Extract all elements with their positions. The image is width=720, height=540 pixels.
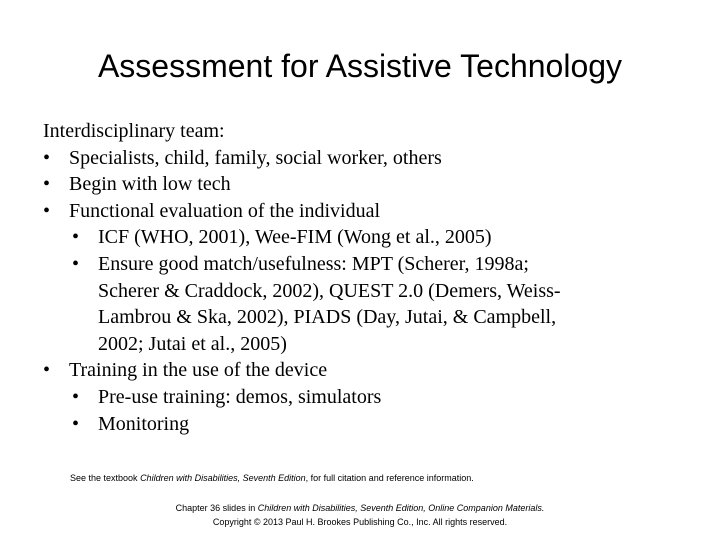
copyright-line: Copyright © 2013 Paul H. Brookes Publishing Co., Inc. All rights reserved. xyxy=(212,516,508,527)
sub-list-item xyxy=(43,384,703,411)
slide-title: Assessment for Assistive Technology xyxy=(97,48,623,84)
credits-line xyxy=(0,502,720,516)
sub-list-item-text: Monitoring xyxy=(98,412,190,435)
sub-list-item-text: Pre-use training: demos, simulators xyxy=(98,385,382,408)
bullet-icon: • xyxy=(72,385,80,408)
list-item-text: Functional evaluation of the individual xyxy=(69,199,381,222)
footnote-prefix: See the textbook xyxy=(70,473,141,483)
intro-line: Interdisciplinary team: xyxy=(43,120,225,142)
sub-list-item xyxy=(43,411,703,438)
sub-list-item-text: ICF (WHO, 2001), Wee-FIM (Wong et al., 2005) xyxy=(98,226,492,249)
bullet-icon: • xyxy=(43,146,51,169)
bullet-icon: • xyxy=(72,226,80,249)
sub-list-item-continuation: Lambrou & Ska, 2002), PIADS (Day, Jutai, & Campbell, xyxy=(98,306,557,329)
bullet-icon: • xyxy=(72,412,80,435)
bullet-icon: • xyxy=(43,199,51,222)
bullet-icon: • xyxy=(43,173,51,196)
bullet-icon: • xyxy=(72,252,80,275)
bullet-icon: • xyxy=(43,359,51,382)
sub-list-item xyxy=(43,251,703,278)
footnote-book-title: Children with Disabilities, Seventh Edition xyxy=(140,473,306,483)
sub-list-item xyxy=(43,224,703,251)
credits-prefix: Chapter 36 slides in xyxy=(175,503,258,513)
sub-list-item-text: Ensure good match/usefulness: MPT (Scherer, 1998a; xyxy=(98,252,529,275)
list-item xyxy=(43,171,703,198)
sub-list-item-continuation: Scherer & Craddock, 2002), QUEST 2.0 (Demers, Weiss- xyxy=(98,279,561,302)
credits-book-title: Children with Disabilities, Seventh Edition, Online Companion Materials. xyxy=(257,503,545,513)
footnote-suffix: , for full citation and reference information. xyxy=(305,473,474,483)
slide-body xyxy=(43,118,703,437)
citation-footnote xyxy=(70,473,474,483)
list-item xyxy=(43,357,703,384)
copyright-credits xyxy=(0,502,720,529)
list-item xyxy=(43,145,703,172)
list-item-text: Training in the use of the device xyxy=(69,359,328,382)
list-item xyxy=(43,198,703,225)
list-item-text: Specialists, child, family, social worker, others xyxy=(69,146,442,169)
list-item-text: Begin with low tech xyxy=(69,173,231,196)
sub-list-item-continuation: 2002; Jutai et al., 2005) xyxy=(98,332,287,355)
